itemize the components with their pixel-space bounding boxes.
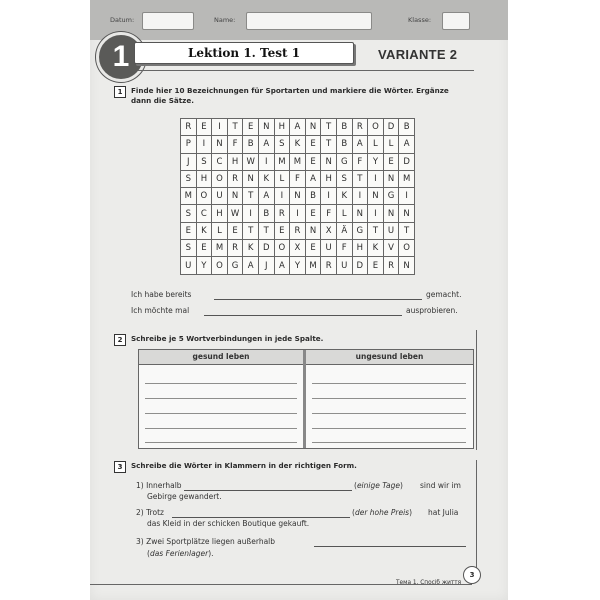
item2-start: 2) Trotz	[136, 508, 164, 517]
grid-cell[interactable]: Y	[196, 257, 212, 274]
grid-cell[interactable]: K	[290, 136, 306, 153]
task1-instruction-2: dann die Sätze.	[131, 96, 194, 105]
grid-cell[interactable]: Y	[368, 153, 384, 170]
header-rule	[138, 70, 474, 71]
grid-cell[interactable]: A	[399, 136, 415, 153]
gesund-line-2[interactable]	[145, 398, 297, 399]
grid-cell[interactable]: D	[399, 153, 415, 170]
gesund-line-5[interactable]	[145, 442, 297, 443]
sentence1-blank[interactable]	[214, 298, 422, 300]
grid-cell[interactable]: L	[383, 136, 399, 153]
grid-cell[interactable]: T	[368, 222, 384, 239]
grid-cell[interactable]: S	[196, 153, 212, 170]
grid-cell[interactable]: R	[227, 170, 243, 187]
grid-cell[interactable]: N	[212, 136, 228, 153]
grid-row	[181, 136, 415, 153]
item2-hint: der hohe Preis	[354, 508, 410, 517]
word-search-grid[interactable]	[180, 118, 415, 275]
grid-row	[181, 119, 415, 136]
grid-cell[interactable]: R	[181, 119, 197, 136]
grid-cell[interactable]: I	[274, 188, 290, 205]
grid-cell[interactable]: L	[368, 136, 384, 153]
two-column-table	[138, 349, 474, 449]
grid-cell[interactable]: E	[243, 119, 259, 136]
title-box	[134, 42, 354, 64]
grid-cell[interactable]: T	[352, 170, 368, 187]
ungesund-line-3[interactable]	[312, 413, 466, 414]
grid-cell[interactable]: F	[336, 240, 352, 257]
grid-cell[interactable]: Y	[290, 257, 306, 274]
grid-cell[interactable]: I	[212, 119, 228, 136]
grid-cell[interactable]: N	[305, 222, 321, 239]
grid-cell[interactable]: B	[336, 136, 352, 153]
grid-cell[interactable]: H	[274, 119, 290, 136]
grid-cell[interactable]: G	[227, 257, 243, 274]
grid-cell[interactable]: G	[352, 222, 368, 239]
grid-cell[interactable]: O	[212, 257, 228, 274]
grid-cell[interactable]: R	[290, 222, 306, 239]
task3-instruction: Schreibe die Wörter in Klammern in der richtigen Form.	[131, 461, 357, 470]
item3-hint: das Ferienlager	[149, 549, 209, 558]
task2-number: 2	[114, 334, 126, 346]
grid-cell[interactable]: J	[258, 257, 274, 274]
grid-cell[interactable]: L	[212, 222, 228, 239]
grid-cell[interactable]: X	[290, 240, 306, 257]
grid-cell[interactable]: D	[383, 119, 399, 136]
grid-cell[interactable]: R	[383, 257, 399, 274]
item1-blank[interactable]	[184, 489, 352, 491]
footer-topic: Тема 1. Спосіб життя	[396, 580, 462, 586]
grid-cell[interactable]: E	[181, 222, 197, 239]
ungesund-line-4[interactable]	[312, 428, 466, 429]
sentence1-start: Ich habe bereits	[131, 290, 192, 299]
grid-cell[interactable]: L	[274, 170, 290, 187]
datum-label: Datum:	[110, 16, 135, 24]
grid-cell[interactable]: B	[258, 205, 274, 222]
grid-cell[interactable]: D	[258, 240, 274, 257]
grid-cell[interactable]: J	[181, 153, 197, 170]
item1-end: sind wir im	[420, 481, 461, 490]
item3-blank[interactable]	[314, 545, 466, 547]
grid-cell[interactable]: I	[352, 188, 368, 205]
grid-cell[interactable]: N	[305, 119, 321, 136]
item2-blank[interactable]	[172, 516, 350, 518]
item1-hint-wrap: (einige Tage)	[354, 481, 403, 490]
grid-cell[interactable]: F	[352, 153, 368, 170]
item3-hint-wrap: (das Ferienlager).	[147, 549, 214, 558]
grid-row	[181, 257, 415, 274]
gesund-line-3[interactable]	[145, 413, 297, 414]
grid-cell[interactable]: N	[258, 119, 274, 136]
grid-cell[interactable]: I	[321, 188, 337, 205]
grid-row	[181, 188, 415, 205]
grid-cell[interactable]: M	[399, 170, 415, 187]
grid-cell[interactable]: F	[290, 170, 306, 187]
grid-cell[interactable]: M	[212, 240, 228, 257]
grid-cell[interactable]: A	[274, 257, 290, 274]
grid-cell[interactable]: K	[258, 170, 274, 187]
grid-cell[interactable]: A	[352, 136, 368, 153]
datum-field[interactable]	[142, 12, 194, 30]
grid-cell[interactable]: R	[321, 257, 337, 274]
grid-cell[interactable]: V	[383, 240, 399, 257]
page-number: 3	[463, 566, 481, 584]
grid-cell[interactable]: O	[212, 170, 228, 187]
grid-cell[interactable]: U	[336, 257, 352, 274]
task1-number: 1	[114, 86, 126, 98]
grid-cell[interactable]: C	[212, 153, 228, 170]
grid-cell[interactable]: H	[196, 170, 212, 187]
grid-cell[interactable]: O	[399, 240, 415, 257]
page-title: Lektion 1. Test 1	[187, 46, 301, 60]
grid-cell[interactable]: T	[243, 188, 259, 205]
grid-cell[interactable]: A	[258, 188, 274, 205]
grid-cell[interactable]: T	[227, 119, 243, 136]
grid-cell[interactable]: N	[399, 257, 415, 274]
grid-cell[interactable]: I	[258, 153, 274, 170]
grid-cell[interactable]: I	[196, 136, 212, 153]
grid-cell[interactable]: F	[321, 205, 337, 222]
grid-cell[interactable]: G	[336, 153, 352, 170]
lesson-number-badge: 1	[96, 32, 146, 82]
variant-label: VARIANTE 2	[378, 47, 458, 62]
col-ungesund-header: ungesund leben	[306, 350, 473, 365]
sentence2-start: Ich möchte mal	[131, 306, 190, 315]
ungesund-line-2[interactable]	[312, 398, 466, 399]
grid-cell[interactable]: I	[368, 170, 384, 187]
grid-cell[interactable]: O	[274, 240, 290, 257]
grid-cell[interactable]: U	[212, 188, 228, 205]
grid-cell[interactable]: E	[274, 222, 290, 239]
item2-end: hat Julia	[428, 508, 459, 517]
grid-cell[interactable]: D	[352, 257, 368, 274]
grid-cell[interactable]: B	[305, 188, 321, 205]
grid-cell[interactable]: P	[181, 136, 197, 153]
item3-end: .	[211, 549, 214, 558]
sentence2-blank[interactable]	[204, 314, 402, 316]
grid-cell[interactable]: N	[383, 170, 399, 187]
grid-cell[interactable]: N	[290, 188, 306, 205]
grid-cell[interactable]: A	[243, 257, 259, 274]
grid-cell[interactable]: E	[305, 205, 321, 222]
grid-cell[interactable]: K	[196, 222, 212, 239]
grid-cell[interactable]: O	[196, 188, 212, 205]
grid-cell[interactable]: W	[227, 205, 243, 222]
item3-start: 3) Zwei Sportplätze liegen außerhalb	[136, 537, 276, 546]
grid-cell[interactable]: H	[352, 240, 368, 257]
grid-row	[181, 222, 415, 239]
grid-cell[interactable]: X	[321, 222, 337, 239]
grid-cell[interactable]: A	[290, 119, 306, 136]
item2-hint-wrap: (der hohe Preis)	[352, 508, 413, 517]
ungesund-line-1[interactable]	[312, 383, 466, 384]
grid-cell[interactable]: G	[383, 188, 399, 205]
grid-cell[interactable]: C	[196, 205, 212, 222]
name-label: Name:	[214, 16, 236, 24]
grid-cell[interactable]: N	[243, 170, 259, 187]
task1-instruction-1: Finde hier 10 Bezeichnungen für Sportarten und markiere die Wörter. Ergänze	[131, 86, 449, 95]
grid-cell[interactable]: K	[368, 240, 384, 257]
grid-cell[interactable]: S	[274, 136, 290, 153]
grid-cell[interactable]: N	[321, 153, 337, 170]
grid-row	[181, 153, 415, 170]
grid-cell[interactable]: N	[368, 188, 384, 205]
grid-cell[interactable]: I	[290, 205, 306, 222]
grid-cell[interactable]: M	[290, 153, 306, 170]
column-divider	[303, 350, 306, 448]
grid-cell[interactable]: E	[196, 240, 212, 257]
grid-cell[interactable]: S	[181, 240, 197, 257]
right-margin-rule-2	[476, 460, 477, 570]
sentence1-end: gemacht.	[426, 290, 462, 299]
grid-cell[interactable]: F	[227, 136, 243, 153]
grid-row	[181, 240, 415, 257]
right-margin-rule-1	[476, 330, 477, 450]
grid-cell[interactable]: H	[227, 153, 243, 170]
grid-cell[interactable]: U	[383, 222, 399, 239]
grid-cell[interactable]: E	[305, 153, 321, 170]
grid-row	[181, 170, 415, 187]
grid-cell[interactable]: T	[243, 222, 259, 239]
grid-cell[interactable]: K	[336, 188, 352, 205]
grid-row	[181, 205, 415, 222]
grid-cell[interactable]: L	[336, 205, 352, 222]
grid-cell[interactable]: H	[212, 205, 228, 222]
grid-cell[interactable]: K	[243, 240, 259, 257]
grid-cell[interactable]: I	[368, 205, 384, 222]
item1-hint: einige Tage	[356, 481, 400, 490]
gesund-line-1[interactable]	[145, 383, 297, 384]
grid-cell[interactable]: E	[227, 222, 243, 239]
grid-cell[interactable]: T	[399, 222, 415, 239]
grid-cell[interactable]: E	[305, 240, 321, 257]
grid-cell[interactable]: S	[181, 205, 197, 222]
grid-cell[interactable]: E	[196, 119, 212, 136]
name-field[interactable]	[246, 12, 372, 30]
grid-cell[interactable]: I	[243, 205, 259, 222]
task2-instruction: Schreibe je 5 Wortverbindungen in jede Spalte.	[131, 334, 324, 343]
grid-cell[interactable]: N	[352, 205, 368, 222]
grid-cell[interactable]: R	[274, 205, 290, 222]
item1-cont: Gebirge gewandert.	[147, 492, 222, 501]
ungesund-line-5[interactable]	[312, 442, 466, 443]
grid-cell[interactable]: R	[227, 240, 243, 257]
grid-cell[interactable]: E	[305, 136, 321, 153]
item2-cont: das Kleid in der schicken Boutique gekauft.	[147, 519, 310, 528]
grid-cell[interactable]: Ä	[336, 222, 352, 239]
item1-start: 1) Innerhalb	[136, 481, 182, 490]
grid-cell[interactable]: E	[383, 153, 399, 170]
grid-cell[interactable]: H	[321, 170, 337, 187]
grid-cell[interactable]: O	[368, 119, 384, 136]
grid-cell[interactable]: U	[181, 257, 197, 274]
task3-number: 3	[114, 461, 126, 473]
sentence2-end: ausprobieren.	[406, 306, 458, 315]
grid-cell[interactable]: B	[399, 119, 415, 136]
klasse-field[interactable]	[442, 12, 470, 30]
grid-cell[interactable]: S	[336, 170, 352, 187]
grid-cell[interactable]: M	[274, 153, 290, 170]
grid-cell[interactable]: N	[227, 188, 243, 205]
grid-cell[interactable]: M	[305, 257, 321, 274]
grid-cell[interactable]: B	[336, 119, 352, 136]
grid-cell[interactable]: A	[258, 136, 274, 153]
grid-cell[interactable]: N	[383, 205, 399, 222]
grid-cell[interactable]: R	[352, 119, 368, 136]
grid-cell[interactable]: W	[243, 153, 259, 170]
grid-cell[interactable]: I	[399, 188, 415, 205]
grid-cell[interactable]: U	[321, 240, 337, 257]
grid-cell[interactable]: S	[181, 170, 197, 187]
grid-cell[interactable]: M	[181, 188, 197, 205]
col-gesund-header: gesund leben	[139, 350, 303, 365]
grid-cell[interactable]: B	[243, 136, 259, 153]
grid-cell[interactable]: T	[321, 119, 337, 136]
grid-cell[interactable]: T	[258, 222, 274, 239]
gesund-line-4[interactable]	[145, 428, 297, 429]
grid-cell[interactable]: E	[368, 257, 384, 274]
grid-cell[interactable]: N	[399, 205, 415, 222]
grid-cell[interactable]: A	[305, 170, 321, 187]
grid-cell[interactable]: T	[321, 136, 337, 153]
klasse-label: Klasse:	[408, 16, 432, 24]
